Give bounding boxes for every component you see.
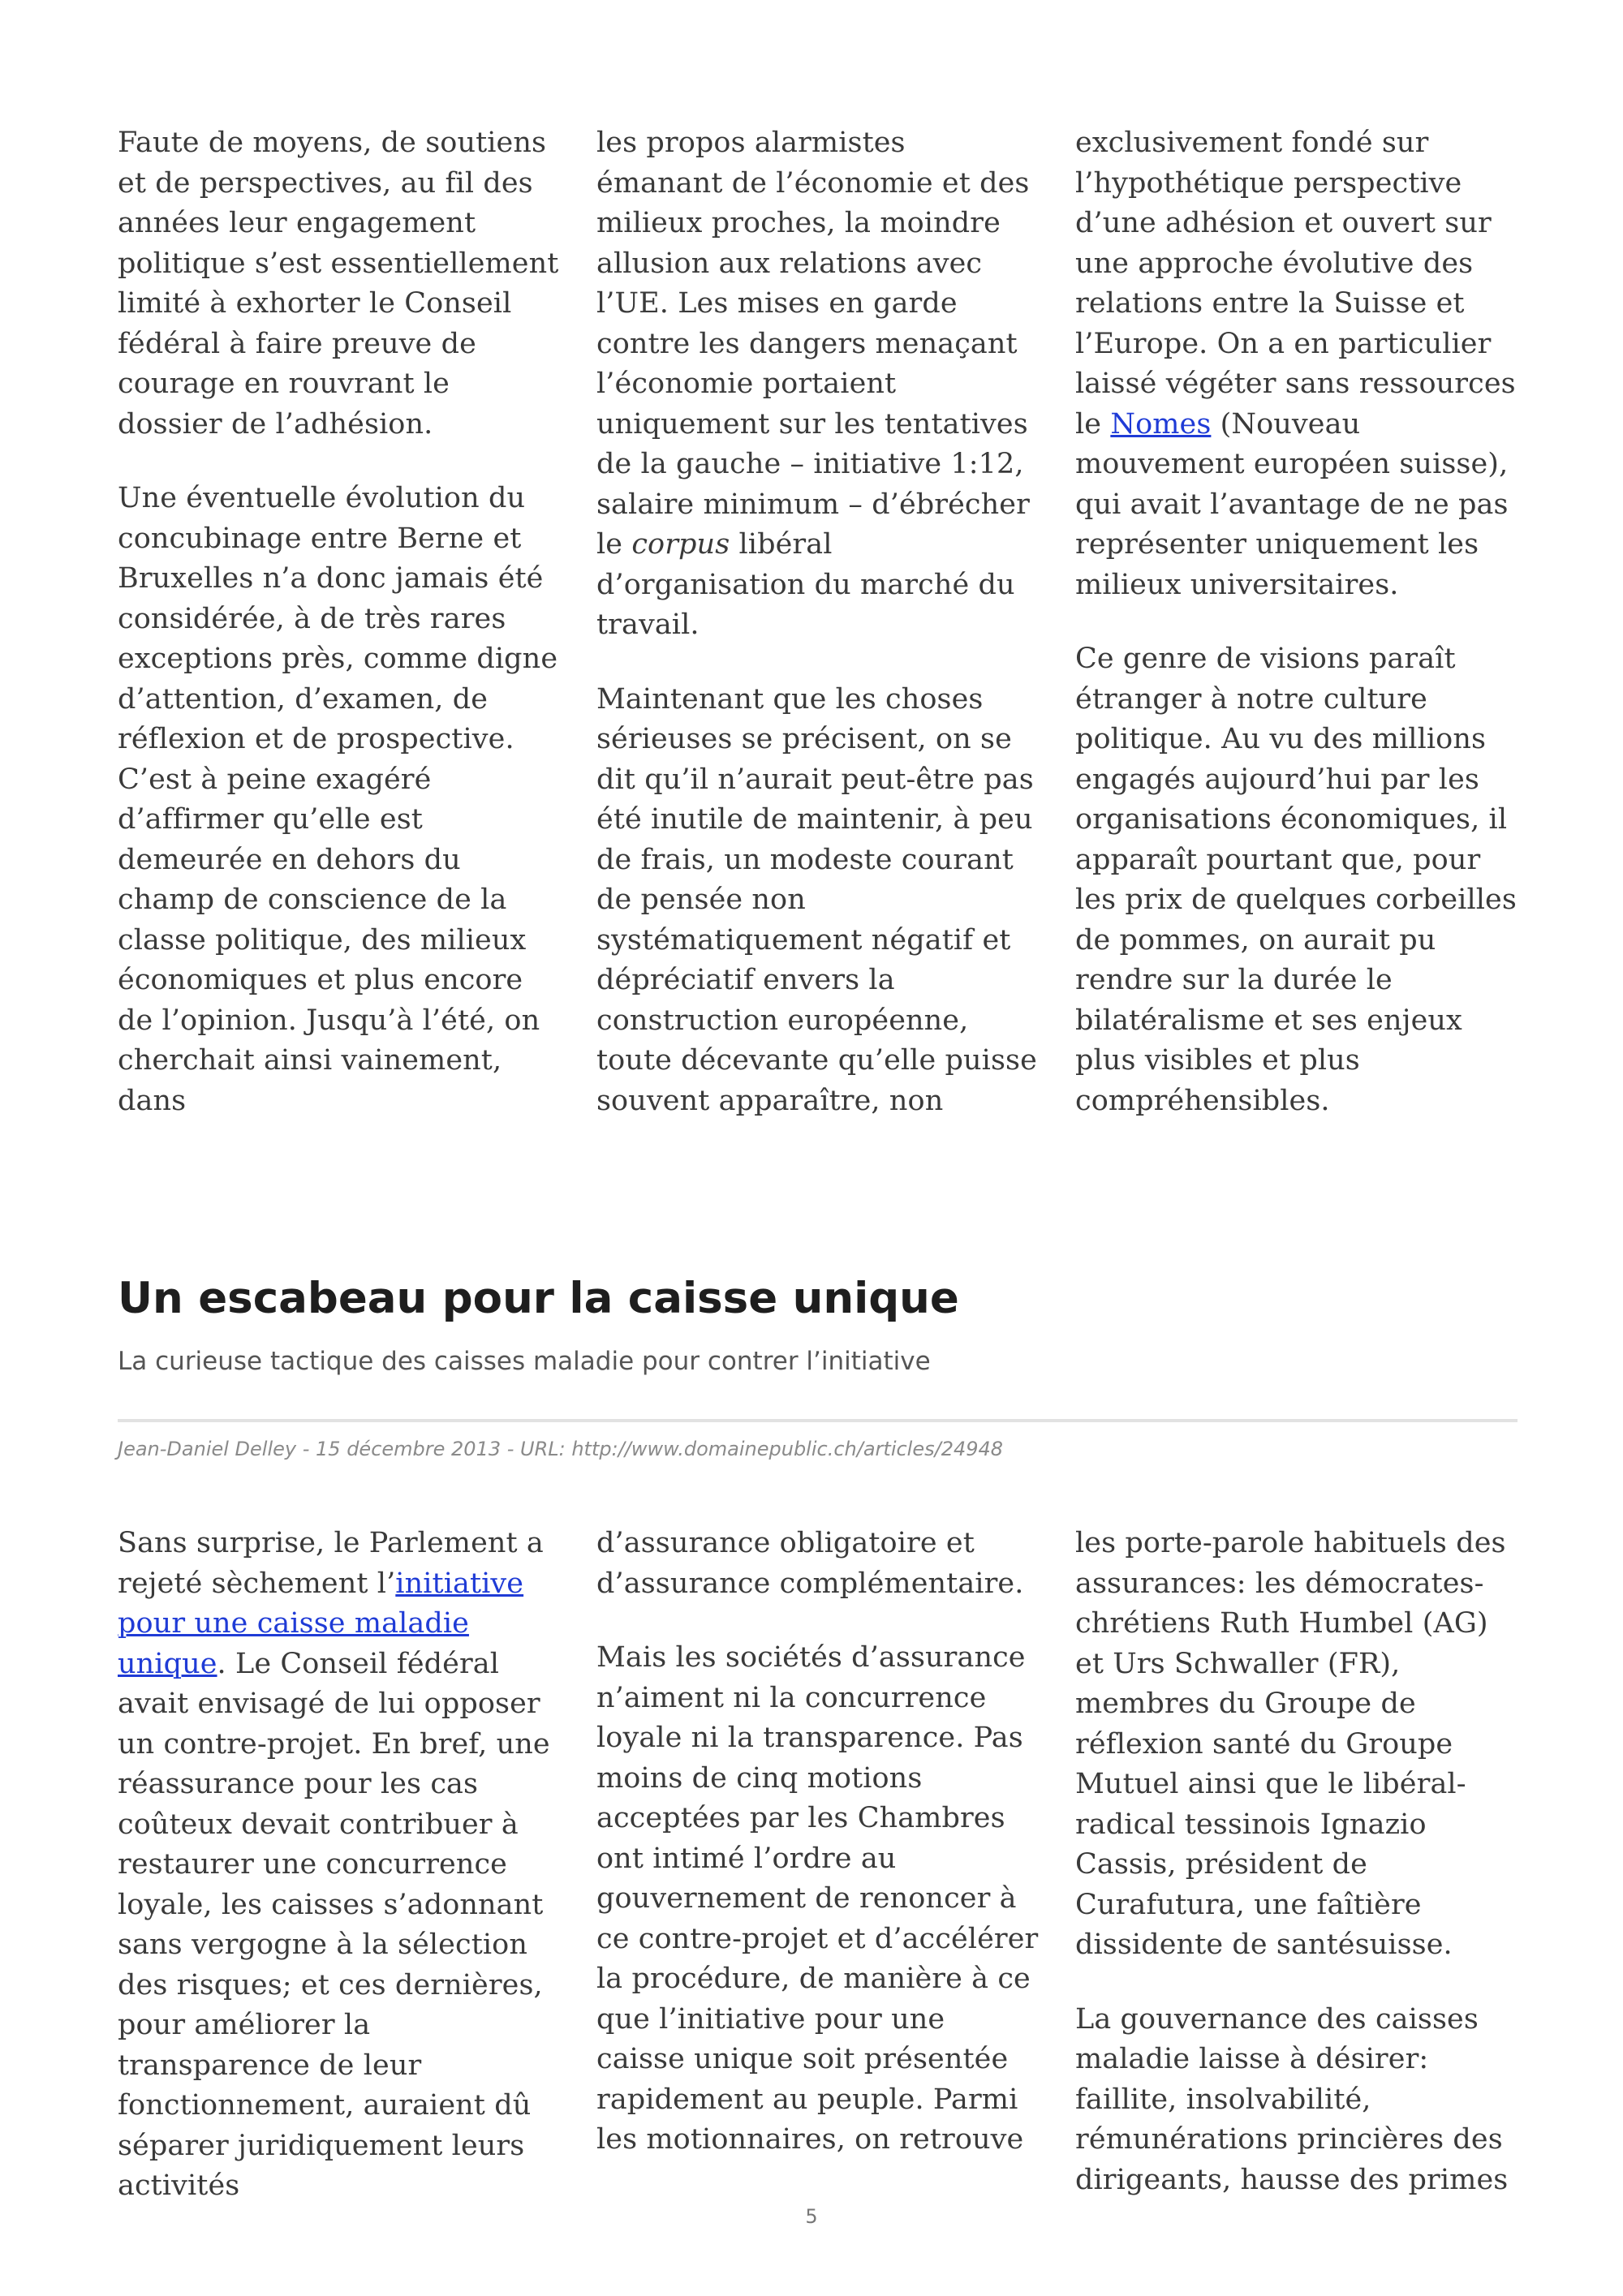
column-1 xyxy=(118,1524,560,2207)
column-1 xyxy=(118,123,560,1121)
previous-article-body xyxy=(118,123,1518,1121)
divider xyxy=(118,1419,1518,1422)
article-title: Un escabeau pour la caisse unique xyxy=(118,1274,959,1323)
paragraph xyxy=(596,123,1039,646)
article-body xyxy=(118,1524,1518,2207)
text-run: libéral d’organisation du marché du travail. xyxy=(596,528,1015,641)
paragraph xyxy=(1075,123,1518,605)
text-run: les propos alarmistes émanant de l’économie et des milieux proches, la moindre allusion aux relations avec l’UE. Les mises en garde contre les dangers menaçant l’économie portaient uniquement sur les tentatives de la gauche – initiative 1:12, salaire minimum – d’ébrécher le xyxy=(596,127,1030,561)
text-run: Sans surprise, le Parlement a rejeté sèchement l’ xyxy=(118,1527,544,1600)
paragraph: La gouvernance des caisses maladie laisse à désirer: faillite, insolvabilité, rémunérations princières des dirigeants, hausse des primes xyxy=(1075,2002,1509,2196)
initiative-link[interactable]: initiative pour une caisse maladie unique xyxy=(118,1567,524,1680)
italic-term: corpus xyxy=(631,528,730,561)
column-2 xyxy=(596,123,1039,1121)
page-number: 5 xyxy=(805,2205,818,2228)
column-2 xyxy=(596,1524,1039,2207)
text-run: . Le Conseil fédéral avait envisagé de lui opposer un contre-projet. En bref, une réassurance pour les cas coûteux devait contribuer à restaurer une concurrence loyale, les caisses s’adonnant sans vergogne à la sélection des risques; et ces dernières, pour améliorer la transparence de leur fonctionnement, auraient dû séparer juridiquement leurs activités xyxy=(118,1647,550,2202)
paragraph: Faute de moyens, de soutiens et de perspectives, au fil des années leur engagement politique s’est essentiellement limité à exhorter le Conseil fédéral à faire preuve de courage en rouvrant le dossier de l’adhésion. xyxy=(118,127,559,441)
article-meta: Jean-Daniel Delley - 15 décembre 2013 - URL: http://www.domainepublic.ch/articles/24948 xyxy=(118,1438,1004,1460)
nomes-link[interactable]: Nomes xyxy=(1110,407,1212,441)
paragraph: Ce genre de visions paraît étranger à notre culture politique. Au vu des millions engagés aujourd’hui par les organisations économiques, il apparaît pourtant que, pour les prix de quelques corbeilles de pommes, on aurait pu rendre sur la durée le bilatéralisme et ses enjeux plus visibles et plus compréhensibles. xyxy=(1075,643,1517,1117)
paragraph xyxy=(118,1524,560,2207)
paragraph: Une éventuelle évolution du concubinage entre Berne et Bruxelles n’a donc jamais été considérée, à de très rares exceptions près, comme digne d’attention, d’examen, de réflexion et de prospective. C’est à peine exagéré d’affirmer qu’elle est demeurée en dehors du champ de conscience de la classe politique, des milieux économiques et plus encore de l’opinion. Jusqu’à l’été, on cherchait ainsi vainement, dans xyxy=(118,482,558,1117)
paragraph: Mais les sociétés d’assurance n’aiment ni la concurrence loyale ni la transparence. Pas moins de cinq motions acceptées par les Chambres ont intimé l’ordre au gouvernement de renoncer à ce contre-projet et d’accélérer la procédure, de manière à ce que l’initiative pour une caisse unique soit présentée rapidement au peuple. Parmi les motionnaires, on retrouve xyxy=(596,1641,1039,2156)
column-3 xyxy=(1075,1524,1518,2207)
paragraph: d’assurance obligatoire et d’assurance complémentaire. xyxy=(596,1527,1024,1600)
article-subtitle: La curieuse tactique des caisses maladie pour contrer l’initiative xyxy=(118,1347,931,1376)
column-3 xyxy=(1075,123,1518,1121)
paragraph: Maintenant que les choses sérieuses se précisent, on se dit qu’il n’aurait peut-être pas été inutile de maintenir, à peu de frais, un modeste courant de pensée non systématiquement négatif et dépréciatif envers la construction européenne, toute décevante qu’elle puisse souvent apparaître, non xyxy=(596,682,1037,1117)
text-run: exclusivement fondé sur l’hypothétique perspective d’une adhésion et ouvert sur une approche évolutive des relations entre la Suisse et l’Europe. On a en particulier laissé végéter sans ressources le xyxy=(1075,127,1516,441)
text-run: (Nouveau mouvement européen suisse), qui avait l’avantage de ne pas représenter uniquement les milieux universitaires. xyxy=(1075,407,1509,601)
paragraph: les porte-parole habituels des assurances: les démocrates-chrétiens Ruth Humbel (AG) et Urs Schwaller (FR), membres du Groupe de réflexion santé du Groupe Mutuel ainsi que le libéral-radical tessinois Ignazio Cassis, président de Curafutura, une faîtière dissidente de santésuisse. xyxy=(1075,1527,1506,1961)
